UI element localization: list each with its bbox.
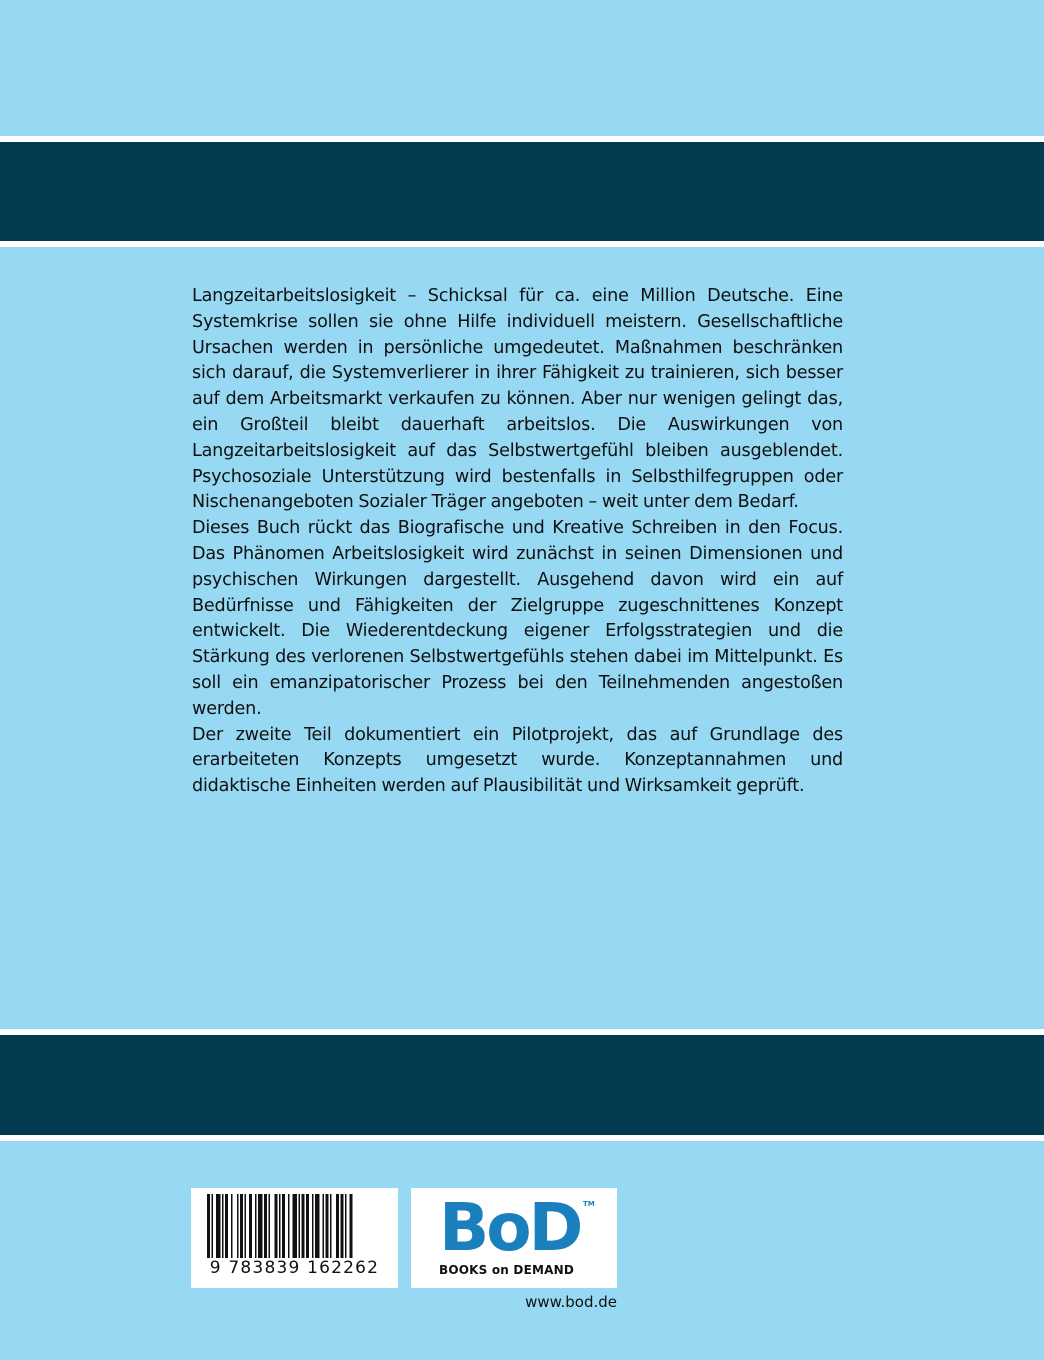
bottom-band xyxy=(0,1035,1044,1135)
isbn-number: 9 783839 162262 xyxy=(209,1258,380,1278)
blurb-paragraph-1: Langzeitarbeitslosigkeit – Schicksal für ca. eine Million Deutsche. Eine Systemkrise sollen sie ohne Hilfe individuell meistern. Gesellschaftliche Ursachen werden in persönliche umgedeutet. Maßnahmen beschränken sich darauf, die Systemverlierer in ihrer Fähigkeit zu trainieren, sich besser auf dem Arbeitsmarkt verkaufen zu können. Aber nur wenigen gelingt das, ein Großteil bleibt dauerhaft arbeitslos. Die Auswirkungen von Langzeitarbeitslosigkeit auf das Selbstwertgefühl bleiben ausgeblendet. Psychosoziale Unterstützung wird bestenfalls in Selbsthilfegruppen oder Nischenangeboten Sozialer Träger angeboten – weit unter dem Bedarf. xyxy=(192,286,843,513)
logo-subline: BOOKS on DEMAND xyxy=(439,1263,575,1277)
logo-wordmark: BoD xyxy=(439,1189,581,1266)
bottom-band-lower-stripe xyxy=(0,1135,1044,1141)
back-cover-blurb xyxy=(192,284,843,800)
logo-trademark: TM xyxy=(583,1200,595,1208)
top-band xyxy=(0,142,1044,241)
publisher-website: www.bod.de xyxy=(525,1293,617,1311)
blurb-paragraph-2: Dieses Buch rückt das Biografische und Kreative Schreiben in den Focus. Das Phänomen Arbeitslosigkeit wird zunächst in seinen Dimensionen und psychischen Wirkungen dargestellt. Ausgehend davon wird ein auf Bedürfnisse und Fähigkeiten der Zielgruppe zugeschnittenes Konzept entwickelt. Die Wiederentdeckung eigener Erfolgsstrategien und die Stärkung des verlorenen Selbstwertgefühls stehen dabei im Mittelpunkt. Es soll ein emanzipatorischer Prozess bei den Teilnehmenden angestoßen werden. xyxy=(192,518,843,719)
barcode-bars xyxy=(207,1194,393,1258)
isbn-barcode xyxy=(191,1188,398,1288)
blurb-paragraph-3: Der zweite Teil dokumentiert ein Pilotprojekt, das auf Grundlage des erarbeiteten Konzepts umgesetzt wurde. Konzeptannahmen und didaktische Einheiten werden auf Plausibilität und Wirksamkeit geprüft. xyxy=(192,724,843,797)
publisher-logo xyxy=(411,1188,617,1288)
top-band-lower-stripe xyxy=(0,241,1044,247)
